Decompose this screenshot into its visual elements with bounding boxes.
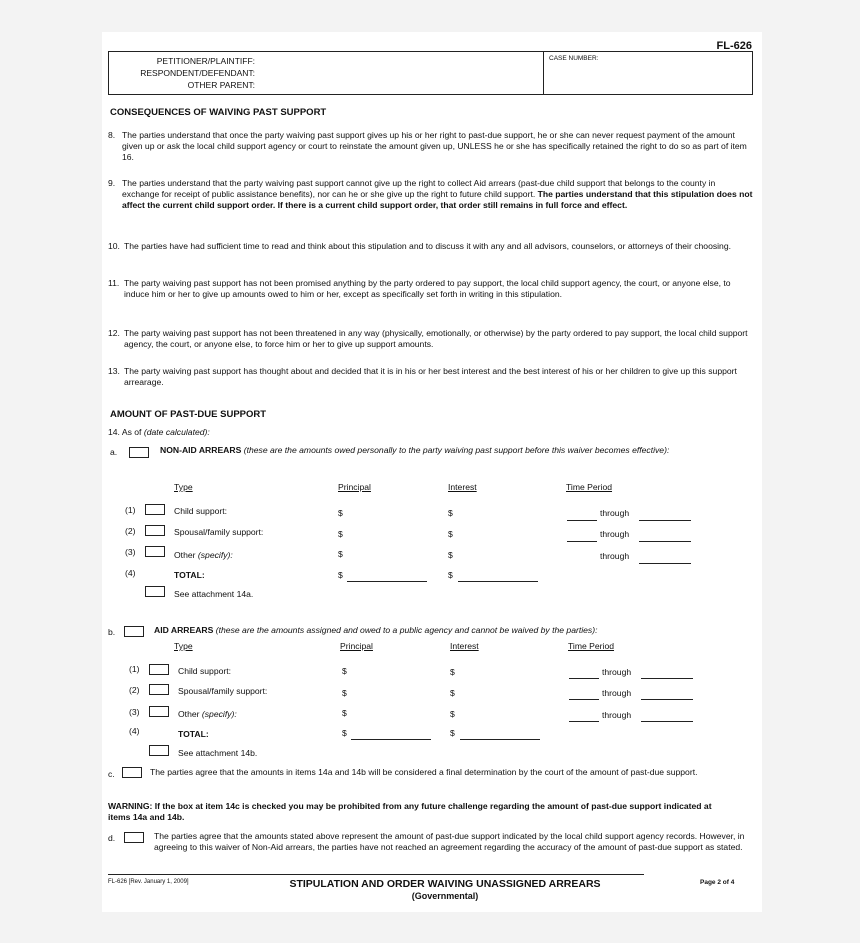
dollar-sign: $ bbox=[448, 529, 453, 539]
a-total-label: TOTAL: bbox=[174, 570, 205, 580]
b-total-label: TOTAL: bbox=[178, 729, 209, 739]
a-total-principal-line[interactable] bbox=[347, 581, 427, 582]
a-spousal-support-checkbox[interactable] bbox=[145, 525, 165, 536]
final-determination-text: The parties agree that the amounts in items 14a and 14b will be considered a final determination by the court of the amount of past-due support. bbox=[150, 767, 698, 777]
period-end-line[interactable] bbox=[641, 721, 693, 722]
attachment-14b-label: See attachment 14b. bbox=[178, 748, 258, 758]
period-start-line[interactable] bbox=[569, 699, 599, 700]
item-13 bbox=[108, 366, 754, 390]
period-end-line[interactable] bbox=[639, 541, 691, 542]
footer-page-number: Page 2 of 4 bbox=[700, 879, 735, 886]
b-total-interest-line[interactable] bbox=[460, 739, 540, 740]
non-aid-desc: (these are the amounts owed personally to the party waiving past support before this waiver becomes effective): bbox=[243, 445, 670, 455]
col-principal-a: Principal bbox=[338, 482, 371, 492]
item-text: The party waiving past support has thought about and decided that it is in his or her best interest and the best interest of his or her children to give up this support arrearage. bbox=[124, 366, 737, 387]
dollar-sign: $ bbox=[342, 728, 347, 738]
footer-subtitle: (Governmental) bbox=[411, 891, 479, 901]
item-text: The parties understand that once the party waiving past support gives up his or her right to past-due support, he or she can never request payment of the amount given up or ask the local child support agency or court to reinstate the amount given up, UNLESS he or she has specifically retained the right to do so as part of item 16. bbox=[122, 130, 747, 162]
dollar-sign: $ bbox=[448, 508, 453, 518]
period-end-line[interactable] bbox=[641, 678, 693, 679]
respondent-label: RESPONDENT/DEFENDANT: bbox=[140, 68, 255, 78]
row-num: (2) bbox=[129, 685, 140, 695]
non-aid-title: NON-AID ARREARS bbox=[160, 445, 242, 455]
item-14 bbox=[108, 427, 210, 437]
item-number: 12. bbox=[108, 328, 120, 338]
dollar-sign: $ bbox=[338, 549, 343, 559]
a-other-label bbox=[174, 550, 233, 560]
through-text: through bbox=[602, 688, 632, 698]
item-14a-letter: a. bbox=[110, 447, 118, 457]
footer-rule bbox=[108, 874, 644, 875]
footer-title: STIPULATION AND ORDER WAIVING UNASSIGNED ARREARS bbox=[289, 878, 601, 890]
dollar-sign: $ bbox=[342, 688, 347, 698]
item-number: 10. bbox=[108, 241, 120, 251]
aid-arrears-label bbox=[154, 625, 597, 635]
other-parent-label: OTHER PARENT: bbox=[187, 80, 255, 90]
other-text: Other bbox=[178, 709, 200, 719]
agency-records-text: The parties agree that the amounts stated above represent the amount of past-due support indicated by the local child support agency records. However, in agreeing to this waiver of Non-Aid arrears, the parties have not reached an agreement regarding the accuracy of the amount of past-due support as stated. bbox=[154, 831, 745, 852]
period-end-line[interactable] bbox=[639, 563, 691, 564]
a-other-checkbox[interactable] bbox=[145, 546, 165, 557]
item-8 bbox=[108, 130, 754, 164]
non-aid-arrears-checkbox[interactable] bbox=[129, 447, 149, 458]
col-period-a: Time Period bbox=[566, 482, 613, 492]
row-num: (4) bbox=[129, 726, 140, 736]
item-text: The parties have had sufficient time to read and think about this stipulation and to discuss it with any and all advisors, counselors, or attorneys of their choosing. bbox=[124, 241, 731, 251]
item-number: 9. bbox=[108, 178, 116, 188]
row-num: (2) bbox=[125, 526, 136, 536]
item-14d-letter: d. bbox=[108, 833, 116, 843]
b-other-checkbox[interactable] bbox=[149, 706, 169, 717]
petitioner-label: PETITIONER/PLAINTIFF: bbox=[156, 56, 255, 66]
through-text: through bbox=[600, 529, 630, 539]
other-text: Other bbox=[174, 550, 196, 560]
item-14c-letter: c. bbox=[108, 769, 115, 779]
item-number: 8. bbox=[108, 130, 116, 140]
col-interest-a: Interest bbox=[448, 482, 477, 492]
consequences-heading: CONSEQUENCES OF WAIVING PAST SUPPORT bbox=[110, 107, 327, 118]
col-period-b: Time Period bbox=[568, 641, 615, 651]
a-spousal-support-label: Spousal/family support: bbox=[174, 527, 264, 537]
specify-text: (specify): bbox=[201, 709, 237, 719]
specify-text: (specify): bbox=[197, 550, 233, 560]
dollar-sign: $ bbox=[450, 709, 455, 719]
non-aid-arrears-label bbox=[160, 445, 750, 456]
item-text bbox=[122, 178, 754, 211]
item-text: The party waiving past support has not been promised anything by the party ordered to pay support, the local child support agency, the court, or anyone else, to induce him or her to give up amounts owed to him or her, except as specifically set forth in writing in this stipulation. bbox=[124, 278, 731, 299]
b-child-support-checkbox[interactable] bbox=[149, 664, 169, 675]
col-type-a: Type bbox=[174, 482, 193, 492]
item-12 bbox=[108, 328, 754, 352]
aid-desc: (these are the amounts assigned and owed to a public agency and cannot be waived by the parties): bbox=[215, 625, 598, 635]
b-total-principal-line[interactable] bbox=[351, 739, 431, 740]
period-start-line[interactable] bbox=[567, 541, 597, 542]
dollar-sign: $ bbox=[448, 570, 453, 580]
item-11 bbox=[108, 278, 754, 314]
period-end-line[interactable] bbox=[639, 520, 691, 521]
row-num: (4) bbox=[125, 568, 136, 578]
item-14b-letter: b. bbox=[108, 627, 116, 637]
dollar-sign: $ bbox=[338, 508, 343, 518]
dollar-sign: $ bbox=[448, 550, 453, 560]
aid-title: AID ARREARS bbox=[154, 625, 214, 635]
dollar-sign: $ bbox=[342, 708, 347, 718]
amount-heading: AMOUNT OF PAST-DUE SUPPORT bbox=[110, 409, 267, 420]
through-text: through bbox=[602, 710, 632, 720]
caption-divider bbox=[543, 52, 544, 94]
item-9-bold-text: The parties understand that this stipulation does not affect the current child support order. If there is a current child support order, that order still remains in full force and effect. bbox=[122, 189, 753, 210]
dollar-sign: $ bbox=[450, 728, 455, 738]
row-num: (1) bbox=[129, 664, 140, 674]
attachment-14a-checkbox[interactable] bbox=[145, 586, 165, 597]
a-total-interest-line[interactable] bbox=[458, 581, 538, 582]
warning-text: WARNING: If the box at item 14c is checked you may be prohibited from any future challenge regarding the amount of past-due support indicated at items 14a and 14b. bbox=[108, 801, 712, 822]
period-start-line[interactable] bbox=[569, 721, 599, 722]
through-text: through bbox=[600, 508, 630, 518]
period-start-line[interactable] bbox=[567, 520, 597, 521]
a-child-support-label: Child support: bbox=[174, 506, 228, 516]
item-text: The party waiving past support has not been threatened in any way (physically, emotionally, or otherwise) by the party ordered to pay support, the local child support agency, the court, or anyone else, to force him or her to give up support amounts. bbox=[124, 328, 748, 349]
col-principal-b: Principal bbox=[340, 641, 373, 651]
dollar-sign: $ bbox=[450, 667, 455, 677]
case-caption-box bbox=[108, 51, 753, 95]
attachment-14b-checkbox[interactable] bbox=[149, 745, 169, 756]
item-9-text: The parties understand that the party waiving past support cannot give up the right to collect Aid arrears (past-due child support that belongs to the county in exchange for receipt of public assistance benefits), nor can he or she give up the right to future child support. bbox=[122, 178, 716, 199]
dollar-sign: $ bbox=[450, 688, 455, 698]
attachment-14a-label: See attachment 14a. bbox=[174, 589, 254, 599]
b-spousal-support-label: Spousal/family support: bbox=[178, 686, 268, 696]
row-num: (3) bbox=[125, 547, 136, 557]
dollar-sign: $ bbox=[338, 529, 343, 539]
item-number: 13. bbox=[108, 366, 120, 376]
col-interest-b: Interest bbox=[450, 641, 479, 651]
item-9 bbox=[108, 178, 754, 224]
period-end-line[interactable] bbox=[641, 699, 693, 700]
b-other-label bbox=[178, 709, 237, 719]
item-14-label: 14. As of bbox=[108, 427, 142, 437]
through-text: through bbox=[600, 551, 630, 561]
form-page bbox=[102, 32, 762, 912]
item-14-italic: (date calculated): bbox=[143, 427, 210, 437]
item-10 bbox=[108, 241, 754, 265]
through-text: through bbox=[602, 667, 632, 677]
b-spousal-support-checkbox[interactable] bbox=[149, 684, 169, 695]
row-num: (3) bbox=[129, 707, 140, 717]
agency-records-checkbox[interactable] bbox=[124, 832, 144, 843]
form-number: FL-626 bbox=[716, 40, 752, 52]
item-number: 11. bbox=[108, 278, 120, 288]
footer-form-rev: FL-626 [Rev. January 1, 2009] bbox=[108, 879, 189, 885]
col-type-b: Type bbox=[174, 641, 193, 651]
caption-labels bbox=[109, 55, 255, 91]
period-start-line[interactable] bbox=[569, 678, 599, 679]
dollar-sign: $ bbox=[338, 570, 343, 580]
row-num: (1) bbox=[125, 505, 136, 515]
a-child-support-checkbox[interactable] bbox=[145, 504, 165, 515]
dollar-sign: $ bbox=[342, 666, 347, 676]
case-number-label: CASE NUMBER: bbox=[549, 55, 599, 62]
aid-arrears-checkbox[interactable] bbox=[124, 626, 144, 637]
final-determination-checkbox[interactable] bbox=[122, 767, 142, 778]
b-child-support-label: Child support: bbox=[178, 666, 232, 676]
